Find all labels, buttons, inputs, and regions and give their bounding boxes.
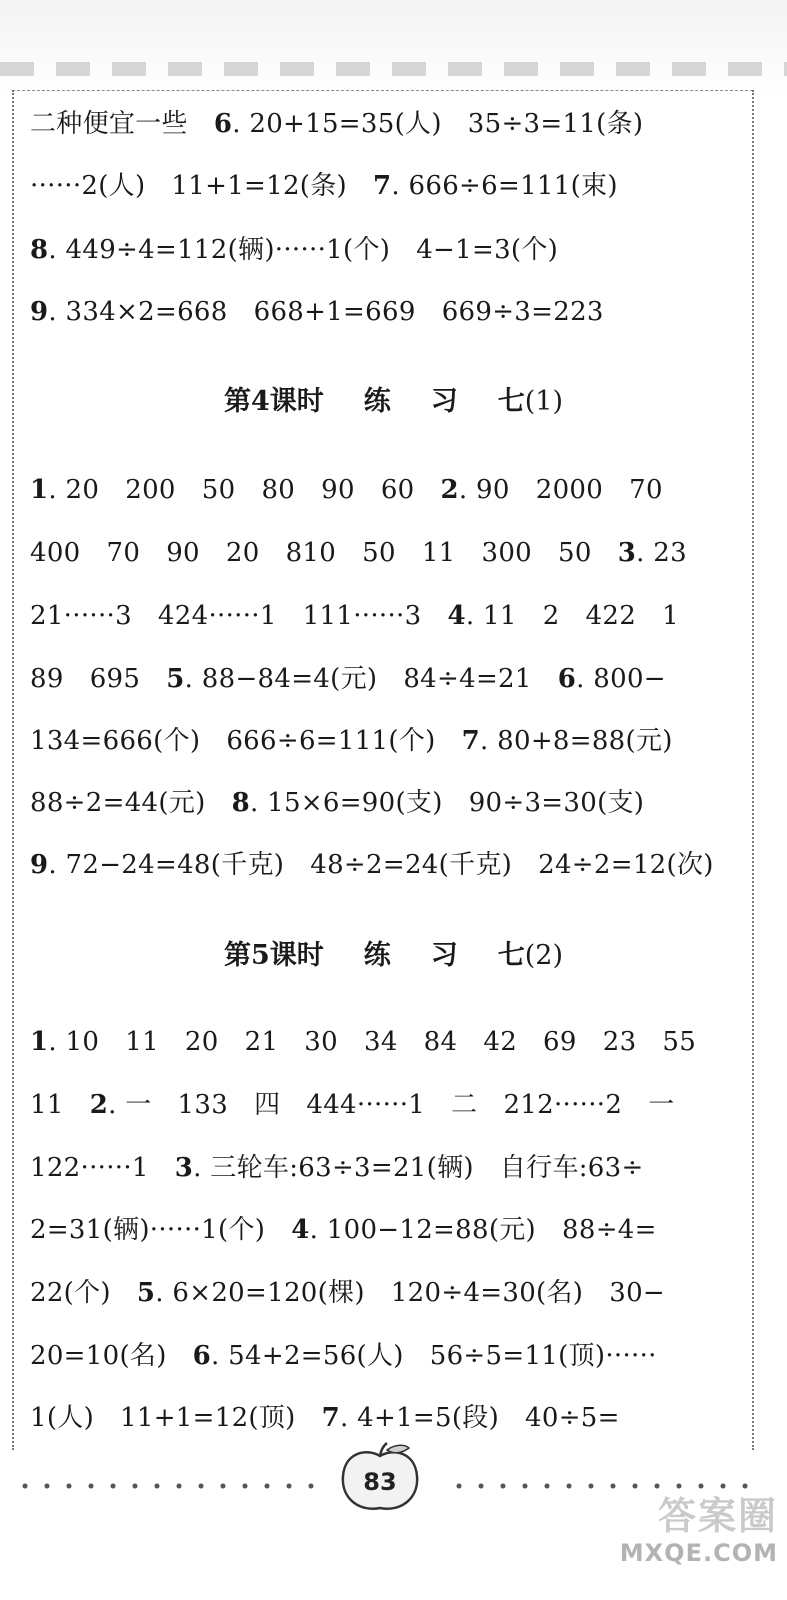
answer-item: 200 — [125, 475, 176, 505]
answer-item: 88÷4= — [562, 1215, 657, 1245]
section-5-word2: 习 — [430, 940, 458, 971]
question-number: 1 — [30, 475, 49, 505]
question-number: 7 — [461, 726, 480, 756]
answer-item: 8. 15×6=90(支) — [231, 788, 443, 818]
answer-item: 668+1=669 — [253, 297, 416, 327]
answer-item: 6. 20+15=35(人) — [213, 109, 442, 139]
answer-item: 40÷5= — [525, 1403, 620, 1433]
answer-item: 6. 800− — [557, 664, 666, 694]
section-5-word1: 练 — [363, 940, 391, 971]
answer-item: 2=31(辆)······1(个) — [30, 1215, 266, 1245]
watermark-url: MXQE.COM — [619, 1539, 778, 1567]
frame-top-border — [12, 90, 753, 91]
top-dash-decoration — [0, 62, 787, 76]
answer-item: 21······3 — [30, 601, 132, 631]
section-5-line — [30, 1085, 701, 1125]
answer-item: ······2(人) — [30, 171, 146, 201]
answer-item: 20 — [225, 538, 260, 568]
answer-item: 444······1 — [306, 1090, 426, 1120]
question-number: 5 — [136, 1278, 156, 1308]
answer-item: 11 — [125, 1027, 159, 1057]
answer-item: 1(人) — [30, 1403, 95, 1433]
top-line — [30, 104, 669, 144]
question-number: 9 — [30, 850, 49, 880]
watermark — [598, 1494, 778, 1568]
answer-item: 7. 666÷6=111(束) — [373, 171, 618, 201]
section-4-part: (1) — [524, 386, 564, 417]
answer-item: 6. 54+2=56(人) — [192, 1341, 404, 1371]
answer-item: 2. 一 — [89, 1090, 152, 1120]
answer-item: 二 — [451, 1090, 478, 1120]
answer-item: 122······1 — [30, 1153, 149, 1183]
section-4-line — [30, 533, 713, 573]
answer-item: 20 — [184, 1027, 219, 1057]
section-5-line — [30, 1336, 683, 1376]
answer-item: 90 — [321, 475, 355, 505]
section-5-heading — [0, 934, 787, 978]
answer-item: 80 — [261, 475, 296, 505]
answer-item: 55 — [662, 1027, 697, 1057]
answer-item: 84 — [423, 1027, 458, 1057]
answer-item: 11 — [421, 538, 456, 568]
answer-item: 56÷5=11(顶)······ — [429, 1341, 657, 1371]
section-4-line — [30, 845, 740, 885]
section-4-line — [30, 596, 705, 636]
answer-item: 212······2 — [503, 1090, 623, 1120]
top-band — [0, 0, 787, 95]
section-5-line — [30, 1273, 691, 1313]
section-4-line — [30, 721, 699, 761]
answer-item: 120÷4=30(名) — [390, 1278, 584, 1308]
question-number: 6 — [192, 1341, 212, 1371]
answer-item: 7. 4+1=5(段) — [321, 1403, 500, 1433]
question-number: 8 — [231, 788, 250, 818]
question-number: 4 — [447, 601, 466, 631]
watermark-title: 答案圈 — [657, 1494, 778, 1538]
section-5-line — [30, 1398, 646, 1438]
answer-item: 50 — [201, 475, 236, 505]
answer-item: 422 — [585, 601, 637, 631]
answer-item: 134=666(个) — [30, 726, 201, 756]
section-4-word3: 七 — [497, 386, 525, 417]
answer-item: 一 — [648, 1090, 675, 1120]
answer-item: 11 — [30, 1090, 64, 1120]
answer-item: 20=10(名) — [30, 1341, 167, 1371]
question-number: 7 — [321, 1403, 341, 1433]
answer-item: 90 — [166, 538, 200, 568]
top-line — [30, 166, 644, 206]
frame-left-border — [12, 90, 14, 1450]
section-4-line — [30, 470, 689, 510]
section-5-line — [30, 1210, 683, 1250]
answer-item: 2. 90 — [440, 475, 510, 505]
answer-item: 60 — [380, 475, 415, 505]
footer-dots-right — [448, 1480, 748, 1492]
section-5-lesson: 第5课时 — [223, 940, 324, 971]
answer-item: 88÷2=44(元) — [30, 788, 206, 818]
answer-item: 69 — [543, 1027, 577, 1057]
section-4-word1: 练 — [363, 386, 391, 417]
answer-item: 666÷6=111(个) — [226, 726, 436, 756]
question-number: 2 — [440, 475, 459, 505]
section-4-heading — [0, 380, 787, 424]
answer-item: 34 — [363, 1027, 398, 1057]
top-line — [30, 230, 584, 270]
answer-item: 22(个) — [30, 1278, 111, 1308]
answer-item: 2 — [542, 601, 560, 631]
answer-item: 9. 334×2=668 — [30, 297, 228, 327]
page-number: 83 — [363, 1468, 397, 1496]
top-line — [30, 292, 630, 332]
answer-item: 70 — [106, 538, 141, 568]
section-5-line — [30, 1022, 722, 1062]
answer-item: 300 — [481, 538, 533, 568]
answer-item: 669÷3=223 — [441, 297, 604, 327]
answer-item: 4−1=3(个) — [416, 235, 559, 265]
answer-item: 二种便宜一些 — [30, 109, 188, 139]
answer-item: 9. 72−24=48(千克) — [30, 850, 285, 880]
answer-item: 90÷3=30(支) — [468, 788, 645, 818]
answer-item: 50 — [558, 538, 592, 568]
answer-item: 23 — [602, 1027, 637, 1057]
answer-item: 70 — [629, 475, 663, 505]
question-number: 6 — [557, 664, 577, 694]
answer-item: 11+1=12(顶) — [120, 1403, 296, 1433]
answer-item: 42 — [483, 1027, 518, 1057]
answer-item: 695 — [89, 664, 141, 694]
answer-item: 50 — [362, 538, 396, 568]
section-4-line — [30, 783, 670, 823]
answer-item: 84÷4=21 — [403, 664, 532, 694]
answer-item: 3. 23 — [617, 538, 687, 568]
frame-right-border — [752, 90, 754, 1450]
answer-item: 133 — [177, 1090, 229, 1120]
answer-item: 30− — [609, 1278, 666, 1308]
question-number: 4 — [291, 1215, 310, 1245]
answer-item: 1. 20 — [30, 475, 100, 505]
answer-item: 四 — [254, 1090, 281, 1120]
answer-item: 1 — [662, 601, 679, 631]
answer-item: 35÷3=11(条) — [467, 109, 644, 139]
section-5-part: (2) — [524, 940, 564, 971]
answer-item: 4. 100−12=88(元) — [291, 1215, 537, 1245]
question-number: 3 — [617, 538, 637, 568]
question-number: 9 — [30, 297, 49, 327]
answer-item: 810 — [285, 538, 337, 568]
section-5-line — [30, 1148, 670, 1188]
answer-item: 自行车:63÷ — [499, 1153, 644, 1183]
answer-item: 24÷2=12(次) — [538, 850, 714, 880]
section-5-word3: 七 — [497, 940, 525, 971]
question-number: 7 — [373, 171, 392, 201]
question-number: 8 — [30, 235, 49, 265]
question-number: 3 — [174, 1153, 194, 1183]
answer-item: 11+1=12(条) — [171, 171, 347, 201]
answer-item: 89 — [30, 664, 64, 694]
answer-item: 424······1 — [157, 601, 277, 631]
section-4-lesson: 第4课时 — [223, 386, 324, 417]
question-number: 2 — [89, 1090, 109, 1120]
answer-item: 2000 — [535, 475, 604, 505]
answer-item: 400 — [30, 538, 81, 568]
question-number: 1 — [30, 1027, 49, 1057]
answer-item: 8. 449÷4=112(辆)······1(个) — [30, 235, 391, 265]
answer-item: 3. 三轮车:63÷3=21(辆) — [174, 1153, 474, 1183]
section-4-word2: 习 — [430, 386, 458, 417]
answer-item: 5. 6×20=120(棵) — [136, 1278, 365, 1308]
answer-item: 111······3 — [302, 601, 422, 631]
question-number: 5 — [166, 664, 185, 694]
answer-item: 1. 10 — [30, 1027, 100, 1057]
answer-item: 21 — [244, 1027, 279, 1057]
question-number: 6 — [213, 109, 233, 139]
footer-dots-left — [14, 1480, 314, 1492]
answer-item: 7. 80+8=88(元) — [461, 726, 673, 756]
answer-item: 4. 11 — [447, 601, 517, 631]
section-4-line — [30, 659, 692, 699]
answer-item: 48÷2=24(千克) — [310, 850, 513, 880]
answer-item: 5. 88−84=4(元) — [166, 664, 378, 694]
answer-item: 30 — [304, 1027, 338, 1057]
